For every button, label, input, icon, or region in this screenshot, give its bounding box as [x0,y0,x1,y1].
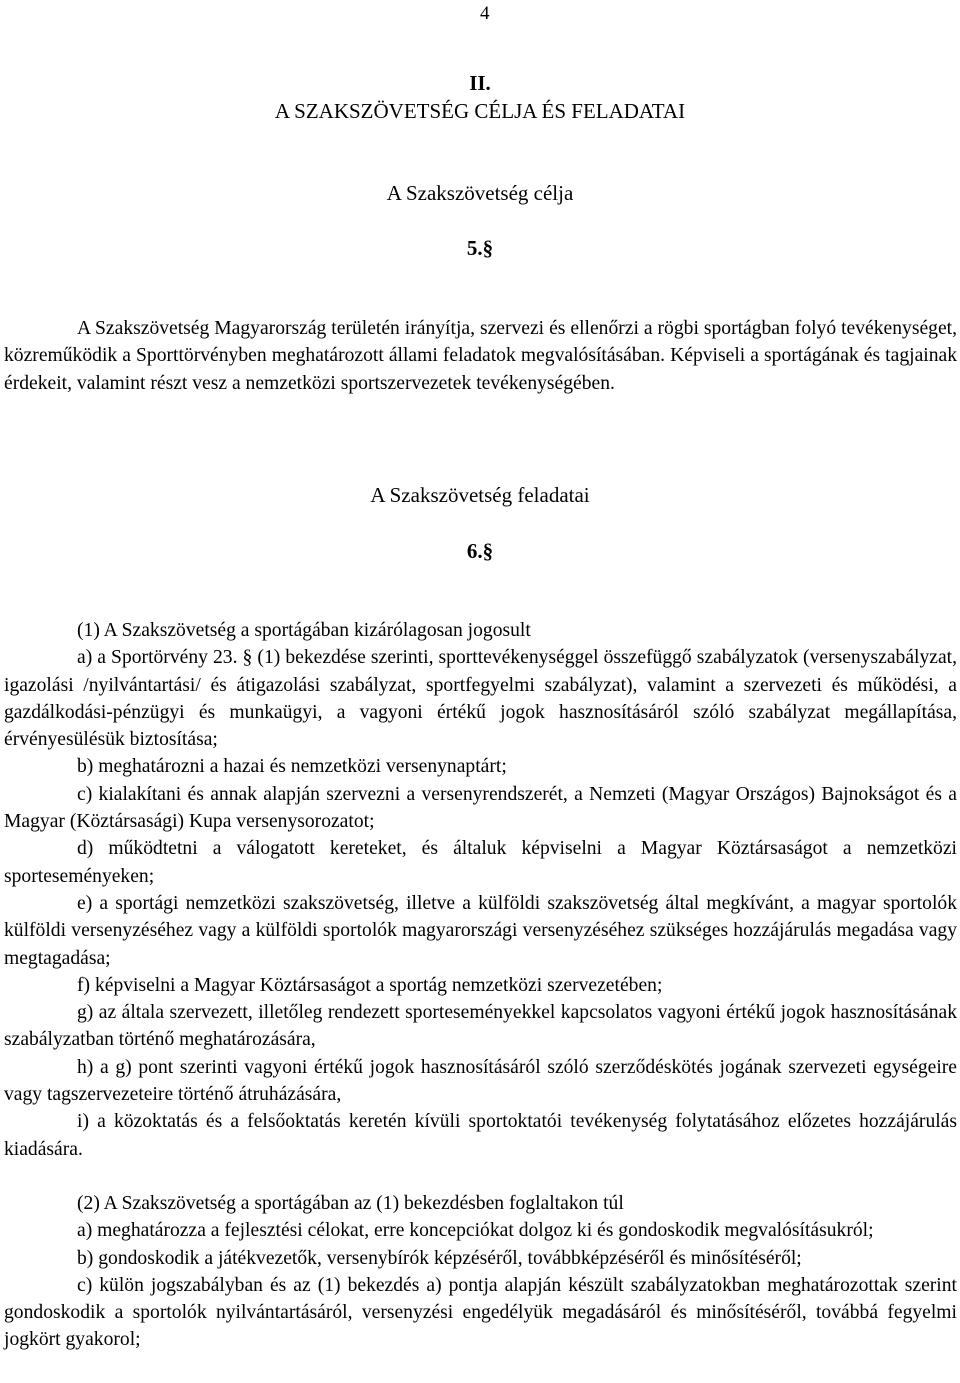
tasks-p1-intro: (1) A Szakszövetség a sportágában kizárólagosan jogosult [77,620,531,641]
list-item: f) képviselni a Magyar Köztársaságot a sportág nemzetközi szervezetében; [77,974,663,996]
list-item: i) a közoktatás és a felsőoktatás keretén kívüli sportoktatói tevékenység folytatásához előzetes hozzájárulás kiadására. [4,1111,957,1160]
list-item: h) a g) pont szerinti vagyoni értékű jogok hasznosításáról szóló szerződéskötés jogának szervezeti egységeire vagy tagszervezeteire történő átruházására, [4,1056,957,1106]
chapter-title: A SZAKSZÖVETSÉG CÉLJA ÉS FELADATAI [274,99,686,123]
list-item: c) külön jogszabályban és az (1) bekezdés a) pontja alapján készült szabályzatokban meghatározottak szerint gondoskodik a sportolók nyilvántartásáról, versenyzési engedélyük megadásáról és minősítéséről, továbbá fegyelmi jogkört gyakorol; [4,1274,957,1351]
paragraph-number-6: 6.§ [466,539,494,563]
list-item: b) meghatározni a hazai és nemzetközi versenynaptárt; [77,756,507,778]
list-item: a) meghatározza a fejlesztési célokat, erre koncepciókat dolgoz ki és gondoskodik megvalósításukról; [77,1220,874,1242]
list-item: c) kialakítani és annak alapján szervezni a versenyrendszerét, a Nemzeti (Magyar Országos) Bajnokságot és a Magyar (Köztársasági) Kupa versenysorozatot; [4,783,957,833]
tasks-p2-intro: (2) A Szakszövetség a sportágában az (1) bekezdésben foglaltakon túl [77,1192,624,1214]
list-item: g) az általa szervezett, illetőleg rendezett sporteseményekkel kapcsolatos vagyoni értékű jogok hasznosításának szabályzatban történő meghatározására, [4,1002,957,1051]
document-page: 4 II. A SZAKSZÖVETSÉG CÉLJA ÉS FELADATAI A Szakszövetség célja 5.§ A Szakszövetség Magyarország területén irányítja, szervezi és ellenőrzi a rögbi sportágban folyó tevékenységet, közreműködik a Sporttörvényben meghatározott állami feladatok megvalósításában. Képviseli a sportágának és tagjainak érdekeit, valamint részt vesz a nemzetközi sportszervezetek tevékenységében. A Szakszövetség feladatai 6.§ (1) A Szakszövetség a sportágában kizárólagosan jogosult a) a Sportörvény 23. § (1) bekezdése szerinti, sporttevékenységgel összefüggő szabályzatok (versenyszabályzat, igazolási /nyilvántartási/ és átigazolási szabályzat, sportfegyelmi szabályzat), valamint a szervezeti és működési, a gazdálkodási-pénzügyi és munkaügyi, a vagyoni értékű jogok hasznosításáról szóló szabályzat megállapítása, érvényesülésük biztosítása; b) meghatározni a hazai és nemzetközi versenynaptárt; c) kialakítani és annak alapján szervezni a versenyrendszerét, a Nemzeti (Magyar Országos) Bajnokságot és a Magyar (Köztársasági) Kupa versenysorozatot; d) működtetni a válogatott kereteket, és általuk képviselni a Magyar Köztársaságot a nemzetközi sporteseményeken; e) a sportági nemzetközi szakszövetség, illetve a külföldi szakszövetség által megkívánt, a magyar sportolók külföldi versenyzéséhez vagy a külföldi sportolók magyarországi versenyzéséhez szükséges hozzájárulás megadása vagy megtagadása; f) képviselni a Magyar Köztársaságot a sportág nemzetközi szervezetében; g) az általa szervezett, illetőleg rendezett sporteseményekkel kapcsolatos vagyoni értékű jogok hasznosításának szabályzatban történő meghatározására, h) a g) pont szerinti vagyoni értékű jogok hasznosításáról szóló szerződéskötés jogának szervezeti egységeire vagy tagszervezeteire történő átruházására, i) a közoktatás és a felsőoktatás keretén kívüli sportoktatói tevékenység folytatásához előzetes hozzájárulás kiadására. (2) A Szakszövetség a sportágában az (1) bekezdésben foglaltakon túl a) meghatározza a fejlesztési célokat, erre koncepciókat dolgoz ki és gondoskodik megvalósításukról; b) gondoskodik a játékvezetők, versenybírók képzéséről, továbbképzéséről és minősítéséről; c) külön jogszabályban és az (1) bekezdés a) pontja alapján készült szabályzatokban meghatározottak szerint gondoskodik a sportolók nyilvántartásáról, versenyzési engedélyük megadásáról és minősítéséről, továbbá fegyelmi jogkört gyakorol; [0,0,960,1383]
list-item: d) működtetni a válogatott kereteket, és általuk képviselni a Magyar Köztársaságot a nemzetközi sporteseményeken; [4,838,957,887]
purpose-paragraph: A Szakszövetség Magyarország területén irányítja, szervezi és ellenőrzi a rögbi sportágban folyó tevékenységet, közreműködik a Sporttörvényben meghatározott állami feladatok megvalósításában. Képviseli a sportágának és tagjainak érdekeit, valamint részt vesz a nemzetközi sportszervezetek tevékenységében. [4,318,957,394]
section-heading-purpose: A Szakszövetség célja [386,181,574,205]
section-heading-tasks: A Szakszövetség feladatai [370,483,590,507]
paragraph-number-5: 5.§ [466,236,494,260]
list-item: e) a sportági nemzetközi szakszövetség, illetve a külföldi szakszövetség által megkívánt, a magyar sportolók külföldi versenyzéséhez vagy a külföldi sportolók magyarországi versenyzéséhez szükséges hozzájárulás megadása vagy megtagadása; [4,892,957,969]
purpose-text [4,315,957,397]
list-item: b) gondoskodik a játékvezetők, versenybírók képzéséről, továbbképzéséről és minősítéséről; [77,1247,802,1269]
tasks-text [4,617,957,1354]
list-item: a) a Sportörvény 23. § (1) bekezdése szerinti, sporttevékenységgel összefüggő szabályzatok (versenyszabályzat, igazolási /nyilvántartási/ és átigazolási szabályzat, sportfegyelmi szabályzat), valamint a szervezeti és működési, a gazdálkodási-pénzügyi és munkaügyi, a vagyoni értékű jogok hasznosításáról szóló szabályzat megállapítása, érvényesülésük biztosítása; [4,647,957,751]
chapter-number: II. [469,71,491,95]
